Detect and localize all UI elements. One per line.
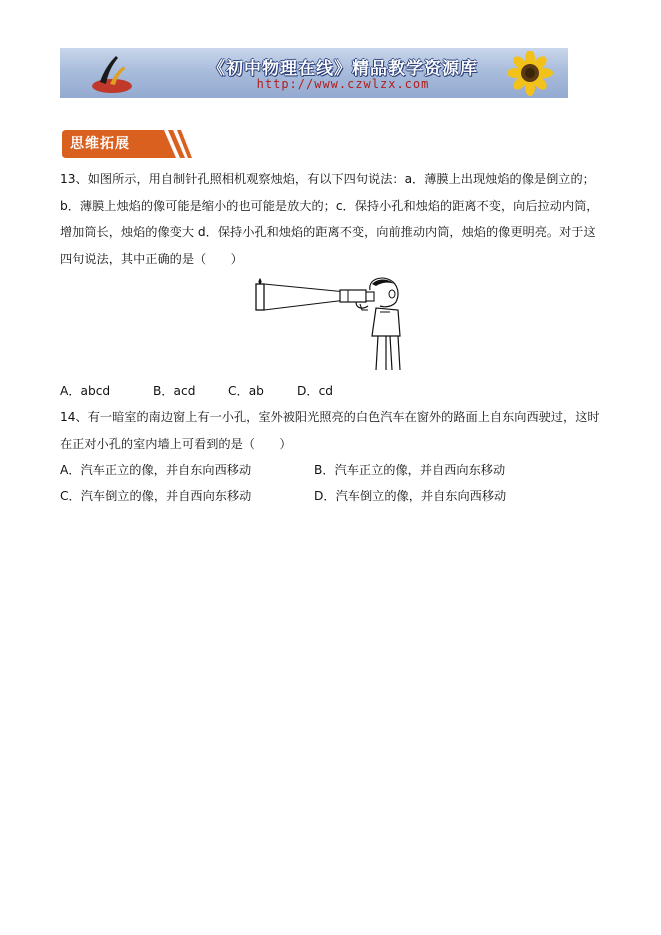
logo-icon — [90, 52, 134, 94]
question-13-stem: 13、如图所示，用自制针孔照相机观察烛焰，有以下四句说法：a．薄膜上出现烛焰的像是倒立的；b．薄膜上烛焰的像可能是缩小的也可能是放大的；c．保持小孔和烛焰的距离不变，向后拉动内筒，增加筒长，烛焰的像变大 d．保持小孔和烛焰的距离不变，向前推动内筒，烛焰的像更明亮。对于这四句说法，其中正确的是（ ） — [60, 172, 599, 266]
banner-title: 《初中物理在线》精品教学资源库 — [208, 59, 478, 79]
option-c[interactable]: C．汽车倒立的像，并自西向东移动 — [60, 489, 252, 503]
option-c[interactable]: C．ab — [228, 384, 264, 398]
section-tag — [60, 128, 192, 160]
option-d[interactable]: D．汽车倒立的像，并自东向西移动 — [314, 489, 507, 503]
question-14-stem: 14、有一暗室的南边窗上有一小孔，室外被阳光照亮的白色汽车在窗外的路面上自东向西驶过，这时在正对小孔的室内墙上可看到的是（ ） — [60, 410, 600, 451]
section-title: 思维拓展 — [70, 136, 130, 152]
option-d[interactable]: D．cd — [297, 384, 334, 398]
header-banner — [60, 48, 568, 98]
sunflower-icon — [500, 51, 560, 97]
option-a[interactable]: A．abcd — [60, 384, 111, 398]
option-a[interactable]: A．汽车正立的像，并自东向西移动 — [60, 463, 252, 477]
banner-url: http://www.czwlzx.com — [256, 77, 430, 91]
option-b[interactable]: B．汽车正立的像，并自西向东移动 — [314, 463, 506, 477]
option-b[interactable]: B．acd — [153, 384, 196, 398]
pinhole-camera-figure — [252, 276, 410, 372]
